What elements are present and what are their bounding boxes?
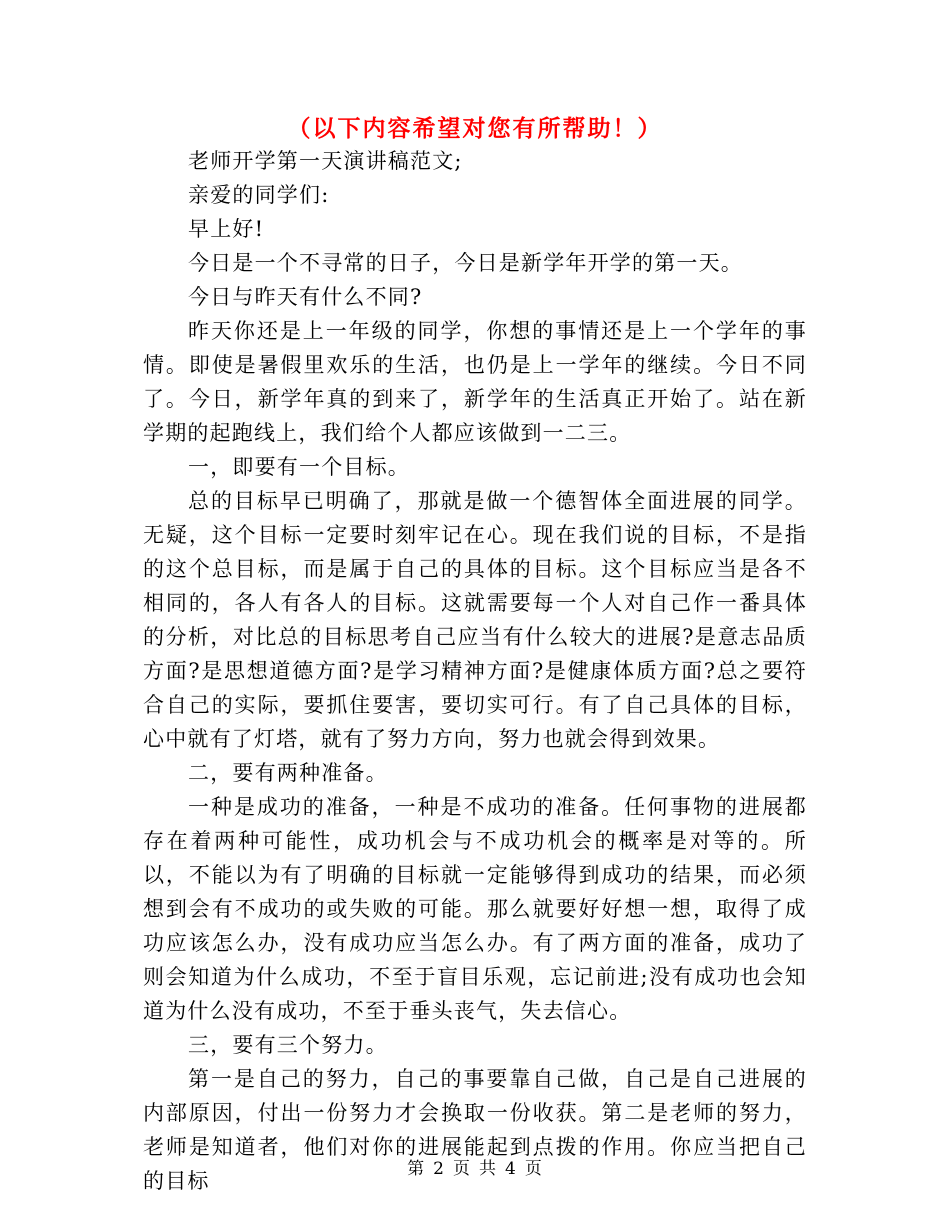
paragraph: 一种是成功的准备，一种是不成功的准备。任何事物的进展都存在着两种可能性，成功机会与不成功机会的概率是对等的。所以，不能以为有了明确的目标就一定能够得到成功的结果，而必须想到会有不成功的或失败的可能。那么就要好好想一想，取得了成功应该怎么办，没有成功应当怎么办。有了两方面的准备，成功了则会知道为什么成功，不至于盲目乐观，忘记前进;没有成功也会知道为什么没有成功，不至于垂头丧气，失去信心。 [143, 795, 807, 1023]
paragraph-greeting: 早上好! [188, 217, 265, 241]
section-heading-2: 二，要有两种准备。 [188, 761, 388, 785]
footer-label-page: 第 [407, 1159, 426, 1179]
paragraph-title: 老师开学第一天演讲稿范文; [188, 149, 463, 173]
paragraph: 第一是自己的努力，自己的事要靠自己做，自己是自己进展的内部原因，付出一份努力才会换取一份收获。第二是老师的努力，老师是知道者，他们对你的进展能起到点拨的作用。你应当把自己的目标 [143, 1067, 807, 1193]
paragraph: 昨天你还是上一年级的同学，你想的事情还是上一个学年的事情。即使是暑假里欢乐的生活，也仍是上一学年的继续。今日不同了。今日，新学年真的到来了，新学年的生活真正开始了。站在新学期的起跑线上，我们给个人都应该做到一二三。 [143, 319, 807, 445]
page-footer [0, 1154, 950, 1179]
section-heading-3: 三，要有三个努力。 [188, 1033, 388, 1057]
footer-label-unit2: 页 [524, 1159, 543, 1179]
document-body [143, 144, 807, 1198]
header-note: （以下内容希望对您有所帮助！） [287, 116, 663, 142]
paragraph: 今日是一个不寻常的日子，今日是新学年开学的第一天。 [188, 251, 743, 275]
footer-label-total: 共 [479, 1159, 497, 1179]
paragraph: 今日与昨天有什么不同? [188, 285, 423, 309]
footer-current-page: 2 [433, 1159, 445, 1179]
footer-total-pages: 4 [505, 1159, 517, 1179]
section-heading-1: 一，即要有一个目标。 [188, 455, 410, 479]
paragraph: 总的目标早已明确了，那就是做一个德智体全面进展的同学。无疑，这个目标一定要时刻牢记在心。现在我们说的目标，不是指的这个总目标，而是属于自己的具体的目标。这个目标应当是各不相同的，各人有各人的目标。这就需要每一个人对自己作一番具体的分析，对比总的目标思考自己应当有什么较大的进展?是意志品质方面?是思想道德方面?是学习精神方面?是健康体质方面?总之要符合自己的实际，要抓住要害，要切实可行。有了自己具体的目标，心中就有了灯塔，就有了努力方向，努力也就会得到效果。 [143, 489, 807, 751]
paragraph-salutation: 亲爱的同学们: [188, 183, 330, 207]
footer-label-unit: 页 [453, 1159, 471, 1179]
